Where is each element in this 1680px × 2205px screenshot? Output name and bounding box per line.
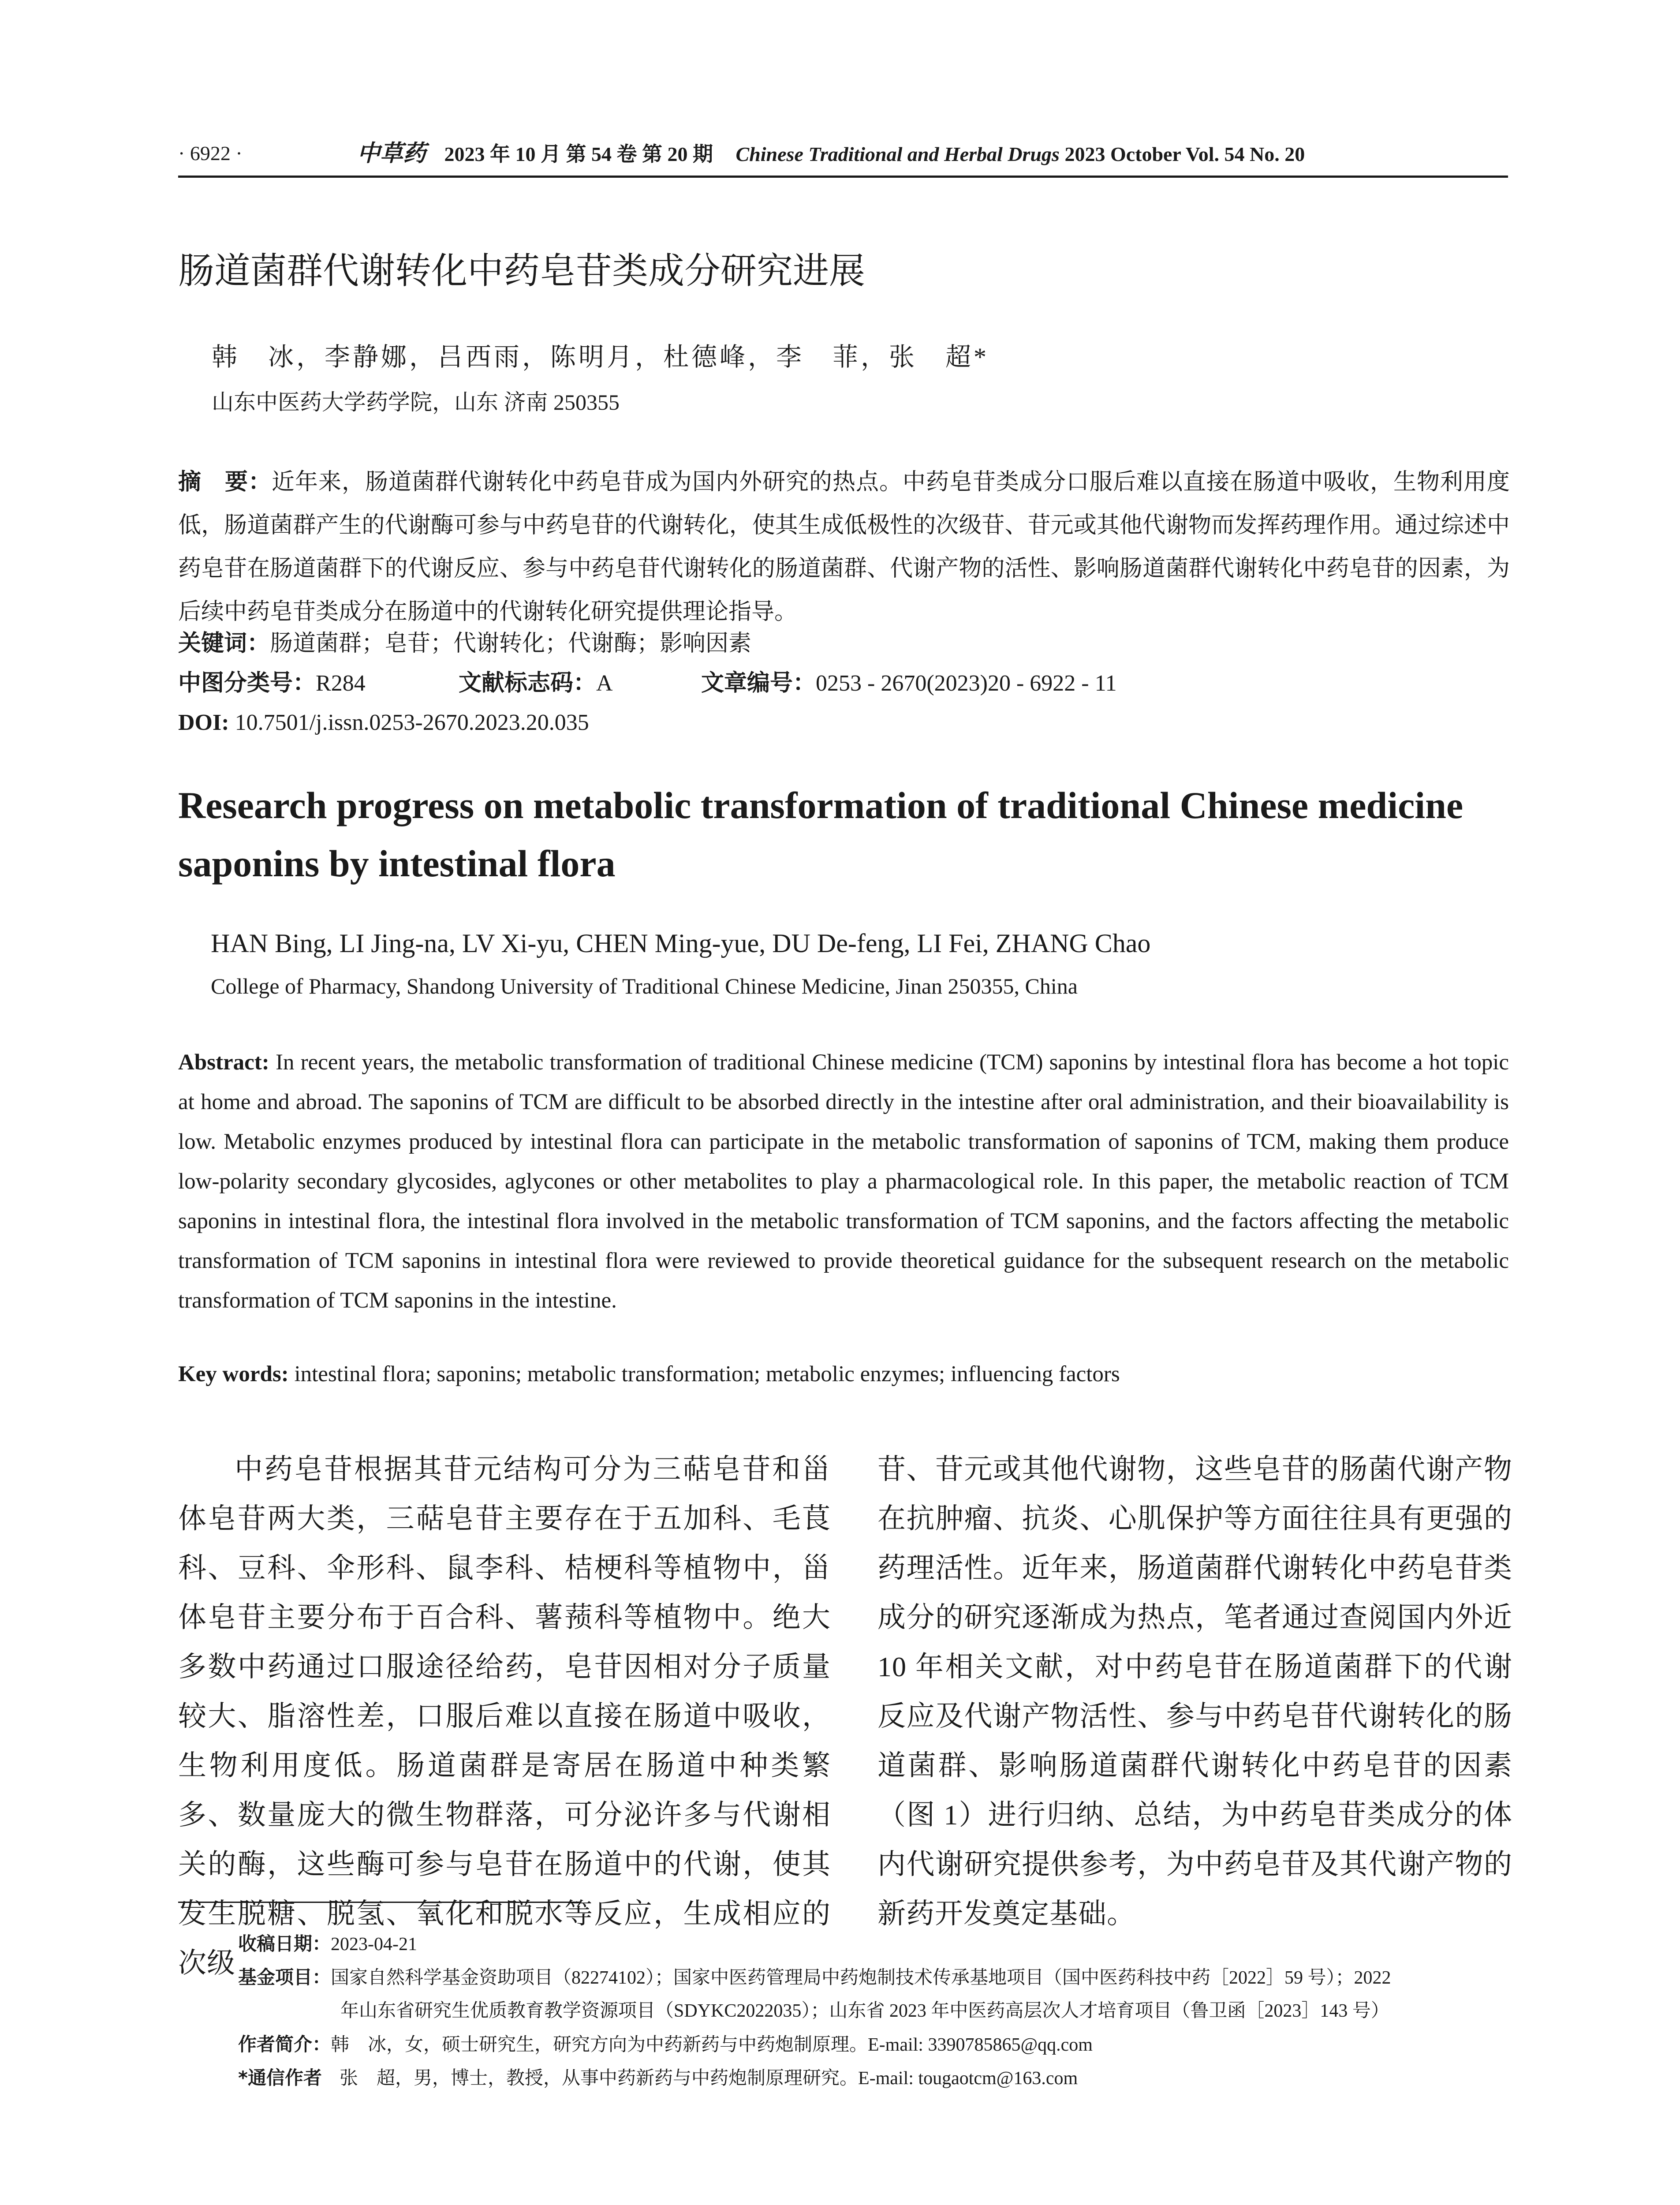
page-number: · 6922 · xyxy=(178,142,243,164)
keywords-cn-text: 肠道菌群；皂苷；代谢转化；代谢酶；影响因素 xyxy=(270,631,752,656)
article-no-value: 0253 - 2670(2023)20 - 6922 - 11 xyxy=(816,671,1117,696)
body-left-column: 中药皂苷根据其苷元结构可分为三萜皂苷和甾体皂苷两大类，三萜皂苷主要存在于五加科、毛茛科、豆科、伞形科、鼠李科、桔梗科等植物中，甾体皂苷主要分布于百合科、薯蓣科等植物中。绝大多数中药通过口服途径给药，皂苷因相对分子质量较大、脂溶性差，口服后难以直接在肠道中吸收，生物利用度低。肠道菌群是寄居在肠道中种类繁多、数量庞大的微生物群落，可分泌许多与代谢相关的酶，这些酶可参与皂苷在肠道中的代谢，使其发生脱糖、脱氢、氧化和脱水等反应，生成相应的次级 xyxy=(178,1454,831,1979)
authors-cn: 韩 冰，李静娜，吕西雨，陈明月，杜德峰，李 菲，张 超* xyxy=(212,343,989,371)
doi-line xyxy=(178,703,589,743)
body-right-column: 苷、苷元或其他代谢物，这些皂苷的肠菌代谢产物在抗肿瘤、抗炎、心肌保护等方面往往具有更强的药理活性。近年来，肠道菌群代谢转化中药皂苷类成分的研究逐渐成为热点，笔者通过查阅国内外近 10 年相关文献，对中药皂苷在肠道菌群下的代谢反应及代谢产物活性、参与中药皂苷代谢转化的肠道菌群、影响肠道菌群代谢转化中药皂苷的因素（图 1）进行归纳、总结，为中药皂苷类成分的体内代谢研究提供参考，为中药皂苷及其代谢产物的新药开发奠定基础。 xyxy=(877,1454,1512,1929)
running-header xyxy=(357,140,1305,167)
keywords-cn-label: 关键词： xyxy=(178,630,270,657)
affiliation-cn: 山东中医药大学药学院，山东 济南 250355 xyxy=(212,390,620,415)
corresponding-author xyxy=(238,2061,1078,2095)
author-bio xyxy=(238,2028,1093,2062)
abstract-en xyxy=(178,1043,1509,1320)
affiliation-en: College of Pharmacy, Shandong University of Traditional Chinese Medicine, Jinan 250355, China xyxy=(211,974,1078,998)
doi-label: DOI: xyxy=(178,710,229,735)
authors-en: HAN Bing, LI Jing-na, LV Xi-yu, CHEN Ming-yue, DU De-feng, LI Fei, ZHANG Chao xyxy=(211,929,1151,958)
doc-code xyxy=(459,663,613,703)
issue-en: 2023 October Vol. 54 No. 20 xyxy=(1064,143,1305,165)
journal-name-en: Chinese Traditional and Herbal Drugs xyxy=(735,143,1060,165)
classification-line xyxy=(178,663,366,703)
doi-value: 10.7501/j.issn.0253-2670.2023.20.035 xyxy=(235,710,589,735)
doc-code-label: 文献标志码： xyxy=(459,670,597,696)
abstract-en-label: Abstract: xyxy=(178,1050,269,1075)
footnote-rule xyxy=(178,1902,581,1903)
fund-line-1: 国家自然科学基金资助项目（82274102）；国家中医药管理局中药炮制技术传承基地项目（国中医药科技中药［2022］59 号）；2022 xyxy=(331,1968,1391,1988)
author-value: 韩 冰，女，硕士研究生，研究方向为中药新药与中药炮制原理。E-mail: 3390785865@qq.com xyxy=(331,2035,1093,2055)
fund-info xyxy=(238,1961,1391,1995)
article-no-label: 文章编号： xyxy=(701,670,816,696)
keywords-cn xyxy=(178,624,751,664)
abstract-cn-text: 近年来，肠道菌群代谢转化中药皂苷成为国内外研究的热点。中药皂苷类成分口服后难以直接在肠道中吸收，生物利用度低，肠道菌群产生的代谢酶可参与中药皂苷的代谢转化，使其生成低极性的次级苷、苷元或其他代谢物而发挥药理作用。通过综述中药皂苷在肠道菌群下的代谢反应、参与中药皂苷代谢转化的肠道菌群、代谢产物的活性、影响肠道菌群代谢转化中药皂苷的因素，为后续中药皂苷类成分在肠道中的代谢转化研究提供理论指导。 xyxy=(178,470,1510,624)
abstract-cn-label: 摘 要： xyxy=(178,469,272,495)
issue-cn: 2023 年 10 月 第 54 卷 第 20 期 xyxy=(444,143,713,165)
received-date xyxy=(238,1927,417,1961)
keywords-en xyxy=(178,1357,1120,1392)
clc-label: 中图分类号： xyxy=(178,670,316,696)
received-value: 2023-04-21 xyxy=(331,1934,417,1955)
title-cn: 肠道菌群代谢转化中药皂苷类成分研究进展 xyxy=(178,250,866,292)
abstract-cn xyxy=(178,460,1510,634)
article-number xyxy=(701,663,1117,703)
journal-logo: 中草药 xyxy=(357,140,426,167)
fund-line-2: 年山东省研究生优质教育教学资源项目（SDYKC2022035）；山东省 2023 年中医药高层次人才培育项目（鲁卫函［2023］143 号） xyxy=(340,2001,1389,2021)
doc-code-value: A xyxy=(596,671,613,696)
title-en: Research progress on metabolic transformation of traditional Chinese medicine saponins by intestinal flora xyxy=(178,784,1463,885)
received-label: 收稿日期： xyxy=(238,1933,331,1955)
fund-label: 基金项目： xyxy=(238,1966,331,1988)
abstract-en-text: In recent years, the metabolic transformation of traditional Chinese medicine (TCM) saponins by intestinal flora has become a hot topic at home and abroad. The saponins of TCM are difficult to be absorbed directly in the intestine after oral administration, and their bioavailability is low. Metabolic enzymes produced by intestinal flora can participate in the metabolic transformation of saponins of TCM, making them produce low-polarity secondary glycosides, aglycones or other metabolites to play a pharmacological role. In this paper, the metabolic reaction of TCM saponins in intestinal flora, the intestinal flora involved in the metabolic transformation of TCM saponins, and the factors affecting the metabolic transformation of TCM saponins in intestinal flora were reviewed to provide theoretical guidance for the subsequent research on the metabolic transformation of TCM saponins in the intestine. xyxy=(178,1050,1509,1313)
clc-value: R284 xyxy=(316,671,366,696)
header-rule xyxy=(178,176,1508,178)
keywords-en-label: Key words: xyxy=(178,1362,289,1387)
corresponding-value: 张 超，男，博士，教授，从事中药新药与中药炮制原理研究。E-mail: tougaotcm@163.com xyxy=(339,2068,1078,2089)
corresponding-label: *通信作者 xyxy=(238,2067,322,2089)
author-label: 作者简介： xyxy=(238,2033,331,2055)
keywords-en-text: intestinal flora; saponins; metabolic transformation; metabolic enzymes; influencing factors xyxy=(294,1362,1120,1387)
